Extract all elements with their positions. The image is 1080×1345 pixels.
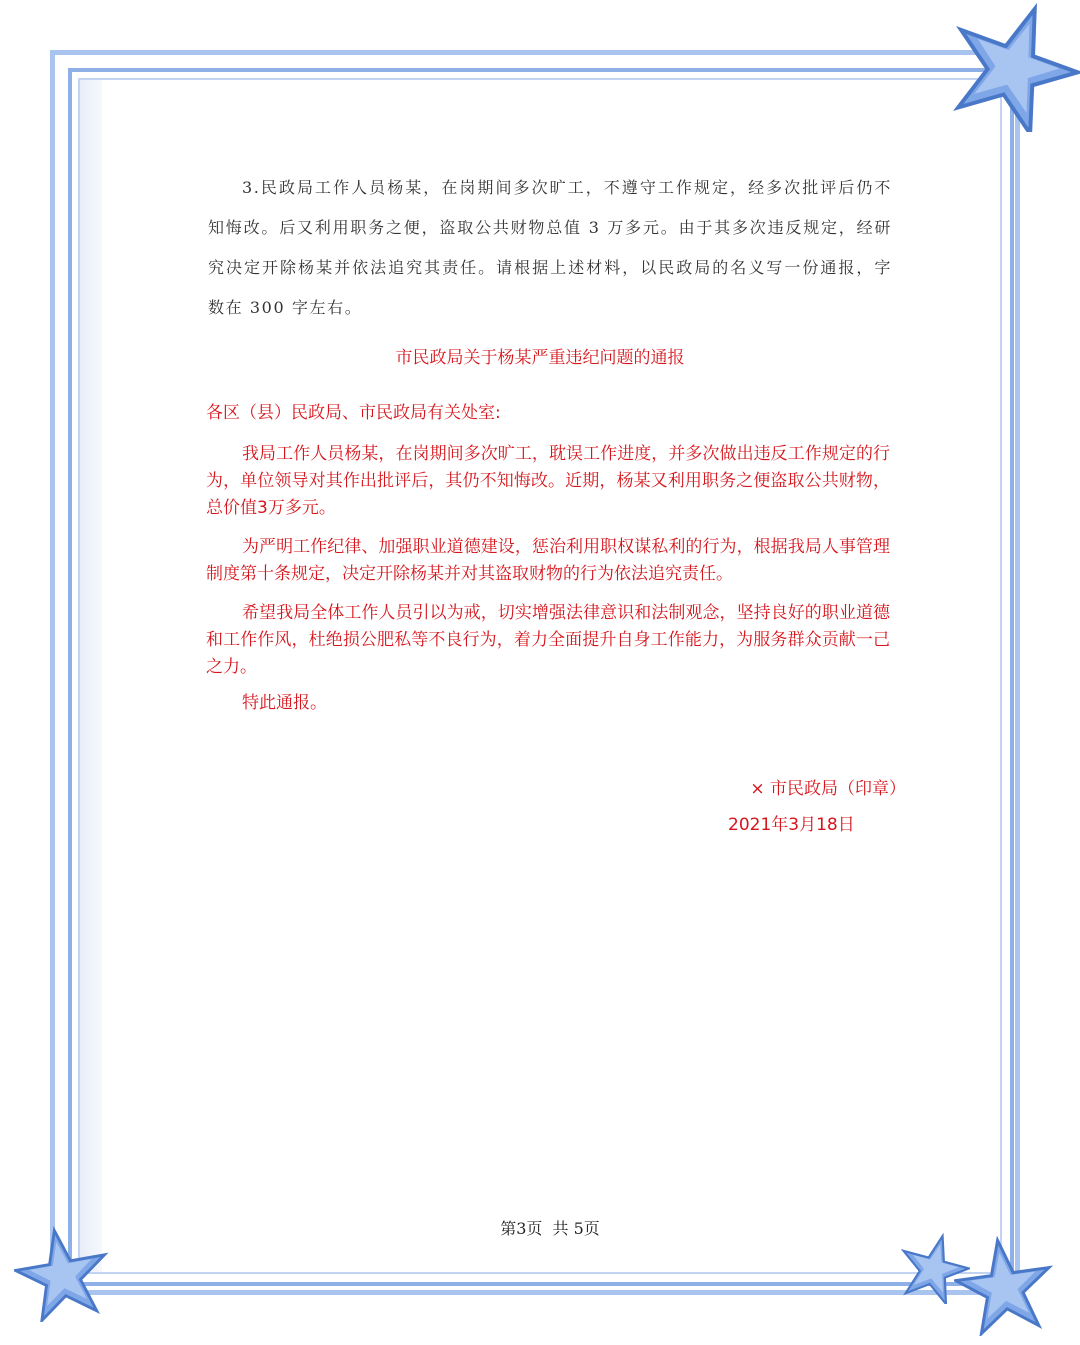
notice-title: 市民政局关于杨某严重违纪问题的通报 [395,348,685,368]
star-icon [954,1236,1054,1336]
notice-closing: 特此通报。 [242,693,327,713]
question-prompt: 3.民政局工作人员杨某，在岗期间多次旷工，不遵守工作规定，经多次批评后仍不知悔改。后又利用职务之便，盗取公共财物总值 3 万多元。由于其多次违反规定，经研究决定开除杨某并依法追究其责任。请根据上述材料，以民政局的名义写一份通报，字数在 300 字左右。 [208,178,892,317]
page-number: 第3页 共 5页 [500,1219,600,1238]
notice-paragraph: 我局工作人员杨某，在岗期间多次旷工，耽误工作进度，并多次做出违反工作规定的行为，单位领导对其作出批评后，其仍不知悔改。近期，杨某又利用职务之便盗取公共财物，总价值3万多元。 [206,444,890,518]
notice-signature: × 市民政局（印章） [750,779,906,799]
notice-paragraph: 希望我局全体工作人员引以为戒，切实增强法律意识和法制观念，坚持良好的职业道德和工作作风，杜绝损公肥私等不良行为，着力全面提升自身工作能力，为服务群众贡献一己之力。 [206,603,890,677]
star-icon [14,1226,110,1322]
notice-date: 2021年3月18日 [728,815,855,835]
notice-salutation: 各区（县）民政局、市民政局有关处室: [206,403,501,423]
star-icon [948,0,1080,132]
notice-paragraph: 为严明工作纪律、加强职业道德建设，惩治利用职权谋私利的行为，根据我局人事管理制度第十条规定，决定开除杨某并对其盗取财物的行为依法追究责任。 [206,537,890,584]
